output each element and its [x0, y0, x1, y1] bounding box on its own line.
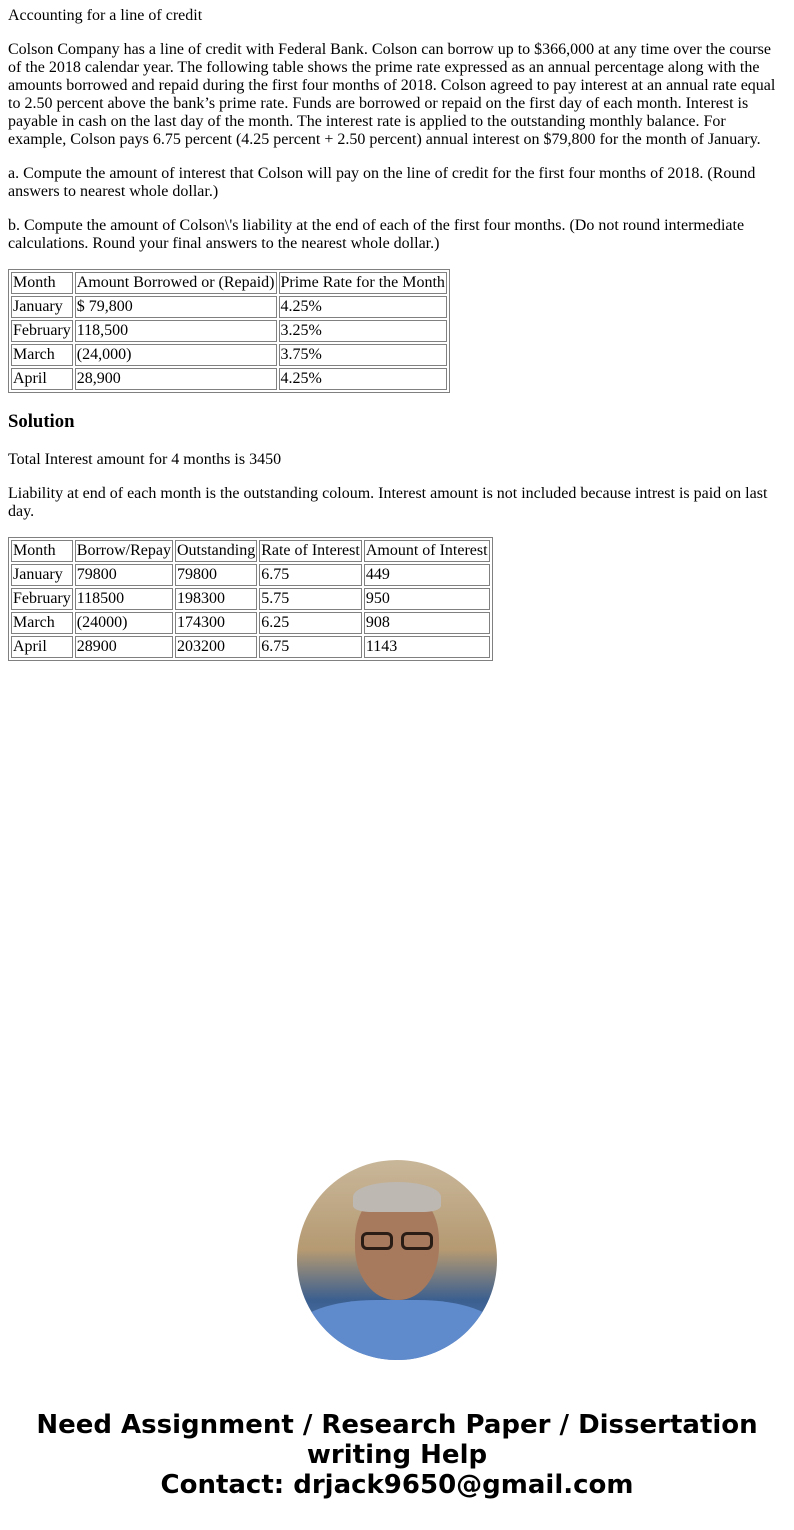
table-row — [11, 588, 490, 610]
hair-shape — [353, 1182, 441, 1212]
table-cell: 79800 — [175, 564, 257, 586]
table-cell: 449 — [364, 564, 490, 586]
table-cell: 6.75 — [259, 564, 362, 586]
table-cell: 3.75% — [279, 344, 447, 366]
table-row — [11, 564, 490, 586]
table-cell: 950 — [364, 588, 490, 610]
solution-heading: Solution — [8, 411, 75, 432]
liability-note: Liability at end of each month is the outstanding coloum. Interest amount is not included because intrest is paid on last day. — [8, 485, 768, 520]
table-cell: 118500 — [75, 588, 173, 610]
table-cell: February — [11, 320, 73, 342]
header-cell: Outstanding — [175, 540, 257, 562]
header-cell: Month — [11, 272, 73, 294]
footer-contact: Contact: drjack9650@gmail.com — [160, 1470, 634, 1500]
header-cell: Amount Borrowed or (Repaid) — [75, 272, 277, 294]
table-row — [11, 296, 447, 318]
table-cell: March — [11, 612, 73, 634]
table-header-row — [11, 272, 447, 294]
table-row — [11, 320, 447, 342]
header-cell: Prime Rate for the Month — [279, 272, 447, 294]
table-cell: 1143 — [364, 636, 490, 658]
table-row — [11, 368, 447, 390]
credit-table — [8, 269, 450, 393]
header-cell: Amount of Interest — [364, 540, 490, 562]
table-cell: 4.25% — [279, 368, 447, 390]
table-row — [11, 612, 490, 634]
table-cell: 198300 — [175, 588, 257, 610]
author-photo — [297, 1160, 497, 1360]
table-cell: March — [11, 344, 73, 366]
table-row — [11, 344, 447, 366]
table-cell: 79800 — [75, 564, 173, 586]
document-title: Accounting for a line of credit — [8, 7, 203, 24]
table-cell: January — [11, 564, 73, 586]
header-cell: Rate of Interest — [259, 540, 362, 562]
part-a-text: a. Compute the amount of interest that Colson will pay on the line of credit for the first four months of 2018. (Round answers to nearest whole dollar.) — [8, 165, 756, 200]
table-cell: 118,500 — [75, 320, 277, 342]
table-cell: (24,000) — [75, 344, 277, 366]
table-cell: April — [11, 636, 73, 658]
table-header-row — [11, 540, 490, 562]
table-cell: (24000) — [75, 612, 173, 634]
table-cell: 5.75 — [259, 588, 362, 610]
table-cell: 28900 — [75, 636, 173, 658]
table-cell: 174300 — [175, 612, 257, 634]
footer-line-1: Need Assignment / Research Paper / Dissertation writing Help — [36, 1410, 758, 1470]
total-interest-text: Total Interest amount for 4 months is 3450 — [8, 451, 282, 468]
table-cell: 4.25% — [279, 296, 447, 318]
problem-text: Colson Company has a line of credit with Federal Bank. Colson can borrow up to $366,000 at any time over the course of the 2018 calendar year. The following table shows the prime rate expressed as an annual percentage along with the amounts borrowed and repaid during the first four months of 2018. Colson agreed to pay interest at an annual rate equal to 2.50 percent above the bank’s prime rate. Funds are borrowed or repaid on the first day of each month. Interest is payable in cash on the last day of the month. The interest rate is applied to the outstanding monthly balance. For example, Colson pays 6.75 percent (4.25 percent + 2.50 percent) annual interest on $79,800 for the month of January. — [8, 41, 776, 148]
shirt-shape — [297, 1300, 497, 1360]
table-cell: February — [11, 588, 73, 610]
table-cell: 6.75 — [259, 636, 362, 658]
document — [0, 7, 794, 661]
table-cell: 908 — [364, 612, 490, 634]
table-cell: 28,900 — [75, 368, 277, 390]
solution-table — [8, 537, 493, 661]
table-cell: $ 79,800 — [75, 296, 277, 318]
table-row — [11, 636, 490, 658]
table-cell: January — [11, 296, 73, 318]
glasses-icon — [359, 1232, 435, 1252]
header-cell: Borrow/Repay — [75, 540, 173, 562]
footer-ad — [0, 1410, 794, 1500]
table-cell: 3.25% — [279, 320, 447, 342]
table-cell: April — [11, 368, 73, 390]
part-b-text: b. Compute the amount of Colson\'s liability at the end of each of the first four months. (Do not round intermediate calculations. Round your final answers to the nearest whole dollar.) — [8, 217, 745, 252]
table-cell: 6.25 — [259, 612, 362, 634]
table-cell: 203200 — [175, 636, 257, 658]
header-cell: Month — [11, 540, 73, 562]
